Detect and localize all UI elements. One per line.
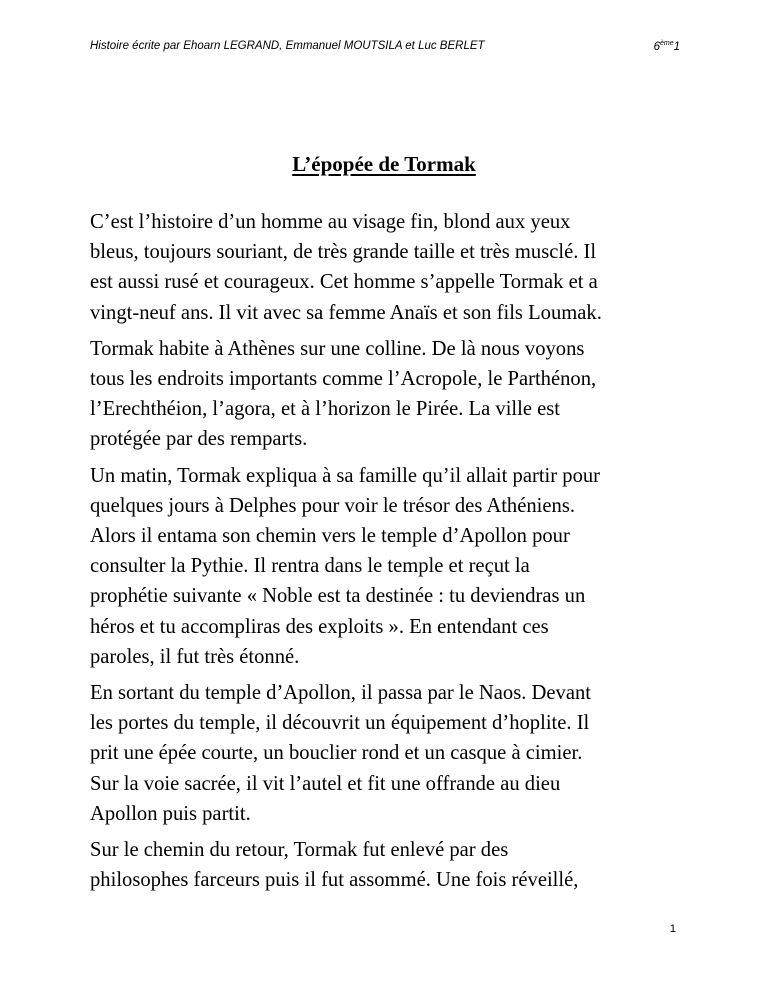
- page-number: 1: [669, 923, 676, 935]
- text-line: Un matin, Tormak expliqua à sa famille qu’il allait partir pour: [90, 464, 601, 487]
- header-class-suffix: 1: [673, 41, 680, 53]
- text-line: consulter la Pythie. Il rentra dans le temple et reçut la: [90, 555, 530, 578]
- text-line: bleus, toujours souriant, de très grande taille et très musclé. Il: [90, 241, 597, 264]
- story-title: L’épopée de Tormak: [292, 152, 476, 176]
- paragraph: [90, 678, 690, 829]
- text-line: C’est l’histoire d’un homme au visage fin, blond aux yeux: [90, 211, 571, 233]
- text-line: prophétie suivante « Noble est ta destinée : tu deviendras un: [90, 585, 586, 608]
- text-line: prit une épée courte, un bouclier rond et un casque à cimier.: [90, 742, 583, 765]
- text-line: protégée par des remparts.: [90, 428, 308, 451]
- paragraph: [90, 207, 690, 328]
- header-authors: Histoire écrite par Ehoarn LEGRAND, Emmanuel MOUTSILA et Luc BERLET: [90, 40, 485, 52]
- text-line: paroles, il fut très étonné.: [90, 645, 300, 668]
- text-line: Apollon puis partit.: [90, 802, 251, 825]
- header-class-number: 6: [653, 41, 660, 53]
- text-line: héros et tu accompliras des exploits ». En entendant ces: [90, 615, 549, 638]
- text-line: Tormak habite à Athènes sur une colline. De là nous voyons: [90, 337, 585, 360]
- text-line: philosophes farceurs puis il fut assommé. Une fois réveillé,: [90, 869, 579, 892]
- text-line: tous les endroits importants comme l’Acropole, le Parthénon,: [90, 368, 597, 391]
- page-header: [90, 40, 680, 60]
- text-line: Alors il entama son chemin vers le temple d’Apollon pour: [90, 525, 570, 548]
- paragraph: [90, 835, 690, 895]
- text-line: l’Erechthéion, l’agora, et à l’horizon le Pirée. La ville est: [90, 398, 561, 421]
- paragraph: [90, 461, 690, 672]
- header-class: [654, 40, 680, 53]
- paragraph: [90, 334, 690, 455]
- text-line: est aussi rusé et courageux. Cet homme s’appelle Tormak et a: [90, 271, 598, 294]
- text-line: quelques jours à Delphes pour voir le trésor des Athéniens.: [90, 494, 575, 517]
- text-line: les portes du temple, il découvrit un équipement d’hoplite. Il: [90, 712, 590, 735]
- text-line: Sur le chemin du retour, Tormak fut enlevé par des: [90, 839, 509, 862]
- header-class-superscript: ème: [659, 40, 674, 47]
- text-line: En sortant du temple d’Apollon, il passa par le Naos. Devant: [90, 682, 591, 705]
- text-line: vingt-neuf ans. Il vit avec sa femme Anaïs et son fils Loumak.: [90, 301, 602, 324]
- story-body: [90, 207, 690, 901]
- text-line: Sur la voie sacrée, il vit l’autel et fit une offrande au dieu: [90, 772, 561, 795]
